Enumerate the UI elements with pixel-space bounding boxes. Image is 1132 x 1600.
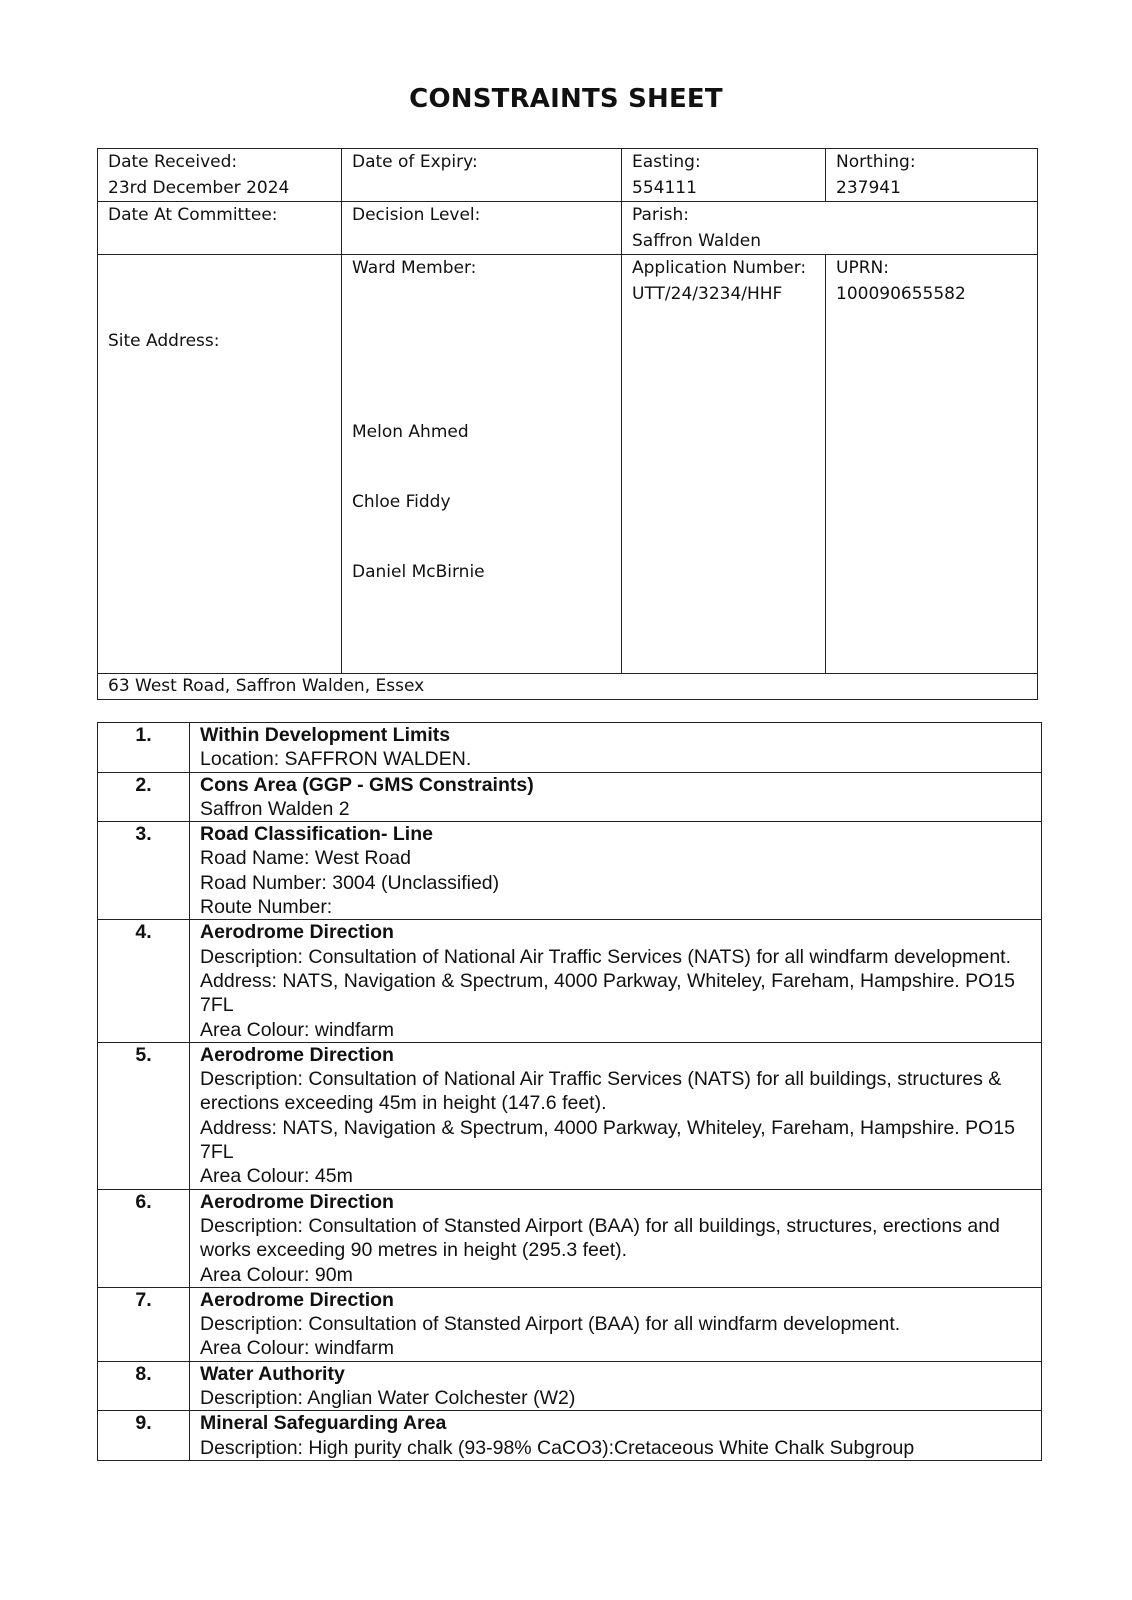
constraint-content — [190, 1189, 1042, 1287]
date-at-committee-label: Date At Committee: — [108, 205, 278, 225]
constraint-line: Route Number: — [200, 896, 333, 919]
application-number-label: Application Number: — [632, 258, 807, 278]
constraint-line: Description: Consultation of National Air Traffic Services (NATS) for all buildings, structures & erections exceeding 45m in height (147.6 feet). — [200, 1068, 1002, 1115]
constraint-title: Within Development Limits — [200, 724, 451, 746]
ward-member-name: Daniel McBirnie — [352, 562, 485, 582]
constraint-number: 7. — [98, 1287, 190, 1361]
constraint-content — [190, 772, 1042, 822]
northing-label: Northing: — [836, 152, 916, 172]
decision-level-cell — [342, 202, 622, 255]
uprn-label: UPRN: — [836, 258, 889, 278]
date-received-cell — [98, 149, 342, 202]
constraint-title: Cons Area (GGP - GMS Constraints) — [200, 773, 534, 796]
constraint-row — [98, 1189, 1042, 1287]
constraint-line: Area Colour: windfarm — [200, 1018, 394, 1041]
constraint-content — [190, 822, 1042, 920]
constraints-table — [97, 722, 1042, 1461]
easting-label: Easting: — [632, 152, 701, 172]
easting-cell — [622, 149, 826, 202]
constraint-line: Area Colour: 45m — [200, 1165, 353, 1188]
parish-cell — [622, 202, 1038, 255]
date-at-committee-cell — [98, 202, 342, 255]
constraint-line: Description: Consultation of National Air Traffic Services (NATS) for all windfarm development. — [200, 945, 1012, 968]
site-address-label: Site Address: — [108, 331, 220, 351]
constraint-row — [98, 1042, 1042, 1189]
constraint-row — [98, 822, 1042, 920]
date-of-expiry-cell — [342, 149, 622, 202]
constraint-number: 6. — [98, 1189, 190, 1287]
constraint-number: 4. — [98, 920, 190, 1042]
date-received-value: 23rd December 2024 — [108, 178, 290, 198]
constraint-row — [98, 1287, 1042, 1361]
northing-cell — [826, 149, 1038, 202]
constraint-content — [190, 920, 1042, 1042]
constraint-line: Area Colour: windfarm — [200, 1337, 394, 1360]
constraint-title: Road Classification- Line — [200, 823, 433, 846]
constraint-number: 9. — [98, 1411, 190, 1461]
site-address-value: 63 West Road, Saffron Walden, Essex — [108, 676, 425, 696]
constraint-line: Location: SAFFRON WALDEN. — [200, 748, 472, 771]
application-number-value: UTT/24/3234/HHF — [632, 284, 783, 304]
constraint-row — [98, 1361, 1042, 1411]
date-received-label: Date Received: — [108, 152, 238, 172]
constraint-line: Description: Consultation of Stansted Airport (BAA) for all buildings, structures, erections and works exceeding 90 metres in height (295.3 feet). — [200, 1214, 1000, 1262]
constraint-line: Address: NATS, Navigation & Spectrum, 4000 Parkway, Whiteley, Fareham, Hampshire. PO15 7FL — [200, 1116, 1015, 1164]
constraint-line: Description: Consultation of Stansted Airport (BAA) for all windfarm development. — [200, 1313, 901, 1336]
site-address-label-cell — [98, 255, 342, 674]
ward-member-cell — [342, 255, 622, 674]
constraint-row — [98, 920, 1042, 1042]
constraint-line: Road Name: West Road — [200, 847, 411, 870]
site-address-cell — [98, 674, 1038, 700]
constraint-line: Area Colour: 90m — [200, 1263, 353, 1286]
page-title: CONSTRAINTS SHEET — [409, 84, 723, 114]
constraint-line: Saffron Walden 2 — [200, 797, 350, 820]
constraint-row — [98, 723, 1042, 773]
constraint-number: 3. — [98, 822, 190, 920]
northing-value: 237941 — [836, 178, 901, 198]
constraint-line: Address: NATS, Navigation & Spectrum, 4000 Parkway, Whiteley, Fareham, Hampshire. PO15 7FL — [200, 969, 1015, 1017]
header-table — [97, 148, 1038, 700]
constraint-content — [190, 1042, 1042, 1189]
constraint-title: Water Authority — [200, 1362, 345, 1385]
uprn-cell — [826, 255, 1038, 674]
decision-level-label: Decision Level: — [352, 205, 481, 225]
constraint-title: Mineral Safeguarding Area — [200, 1412, 447, 1435]
uprn-value: 100090655582 — [836, 284, 966, 304]
constraint-content — [190, 1411, 1042, 1461]
constraint-title: Aerodrome Direction — [200, 921, 394, 944]
constraint-row — [98, 1411, 1042, 1461]
application-number-cell — [622, 255, 826, 674]
constraint-number: 2. — [98, 772, 190, 822]
constraint-number: 1. — [98, 723, 190, 773]
constraint-line: Road Number: 3004 (Unclassified) — [200, 871, 500, 894]
parish-label: Parish: — [632, 205, 689, 225]
ward-member-name: Chloe Fiddy — [352, 492, 451, 512]
constraint-content — [190, 1287, 1042, 1361]
easting-value: 554111 — [632, 178, 697, 198]
ward-member-label: Ward Member: — [352, 258, 477, 278]
parish-value: Saffron Walden — [632, 231, 762, 251]
date-of-expiry-label: Date of Expiry: — [352, 152, 478, 172]
constraint-content — [190, 1361, 1042, 1411]
constraint-content — [190, 723, 1042, 773]
ward-member-name: Melon Ahmed — [352, 422, 469, 442]
constraint-title: Aerodrome Direction — [200, 1043, 394, 1066]
constraint-number: 8. — [98, 1361, 190, 1411]
constraint-number: 5. — [98, 1042, 190, 1189]
constraint-title: Aerodrome Direction — [200, 1190, 394, 1213]
constraint-title: Aerodrome Direction — [200, 1288, 394, 1311]
constraint-line: Description: Anglian Water Colchester (W2) — [200, 1387, 576, 1410]
constraint-row — [98, 772, 1042, 822]
constraint-line: Description: High purity chalk (93-98% CaCO3):Cretaceous White Chalk Subgroup — [200, 1436, 915, 1459]
